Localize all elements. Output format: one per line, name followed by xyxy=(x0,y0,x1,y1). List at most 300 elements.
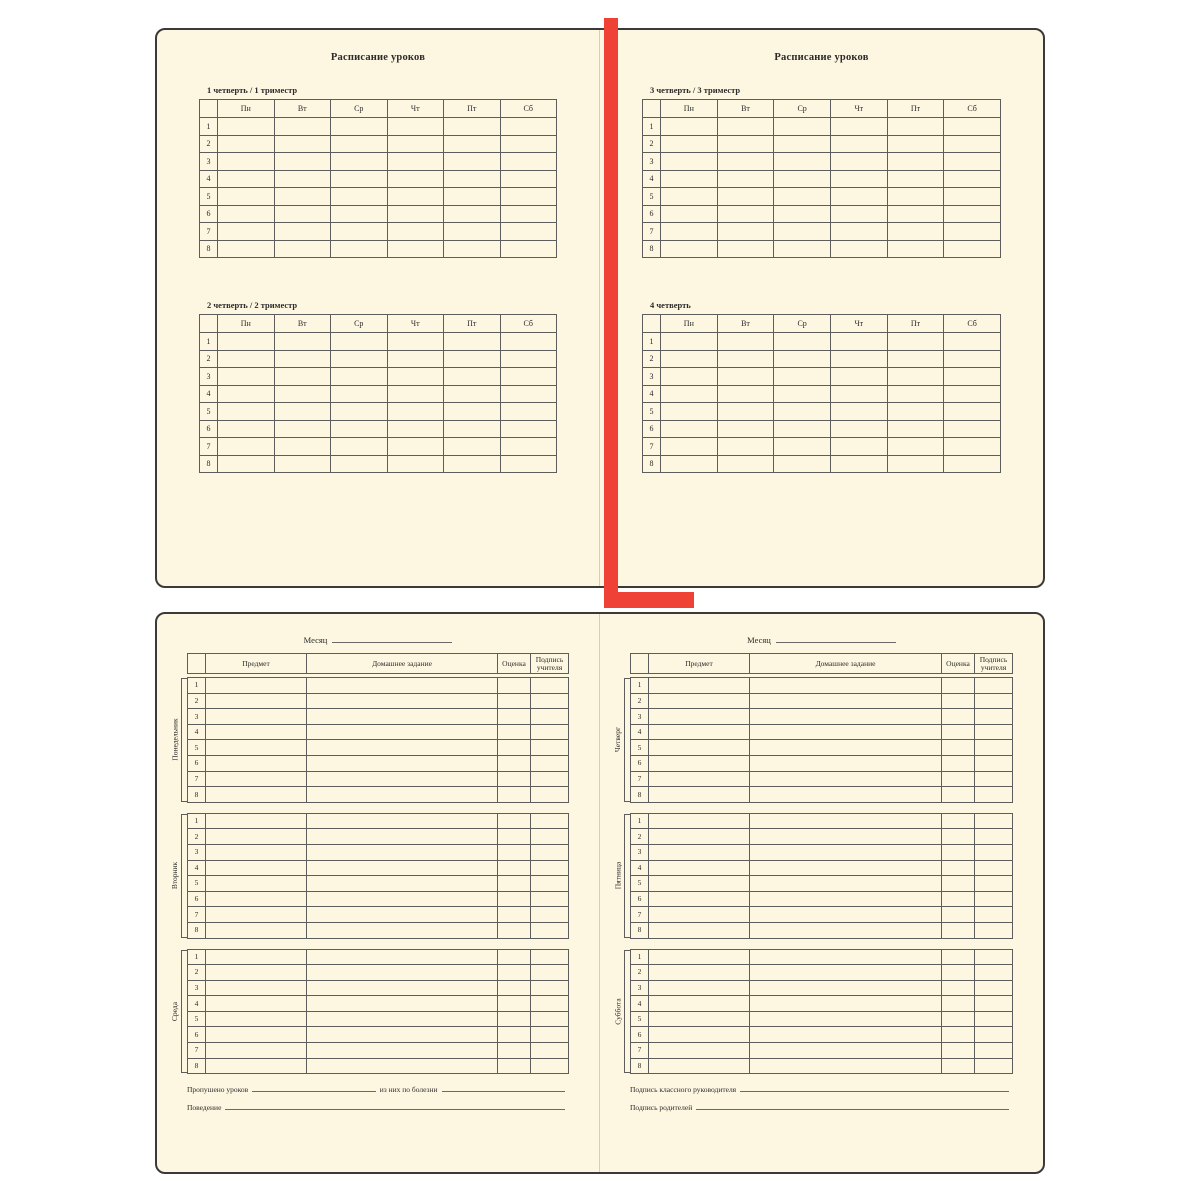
cell-subject[interactable] xyxy=(206,1058,307,1074)
cell-subject[interactable] xyxy=(649,860,750,876)
cell[interactable] xyxy=(387,333,444,351)
cell[interactable] xyxy=(331,385,388,403)
cell[interactable] xyxy=(774,438,831,456)
table-row[interactable] xyxy=(188,1043,569,1059)
cell-homework[interactable] xyxy=(750,891,942,907)
cell-mark[interactable] xyxy=(498,1043,531,1059)
cell[interactable] xyxy=(661,170,718,188)
cell[interactable] xyxy=(887,135,944,153)
cell-homework[interactable] xyxy=(750,907,942,923)
cell-homework[interactable] xyxy=(307,829,498,845)
cell[interactable] xyxy=(717,153,774,171)
cell-mark[interactable] xyxy=(498,1027,531,1043)
cell-subject[interactable] xyxy=(649,1043,750,1059)
table-row[interactable] xyxy=(188,813,569,829)
cell-homework[interactable] xyxy=(750,813,942,829)
homework-table[interactable] xyxy=(187,949,569,1075)
table-row[interactable] xyxy=(631,949,1013,965)
cell-signature[interactable] xyxy=(531,876,569,892)
cell[interactable] xyxy=(444,420,501,438)
cell[interactable] xyxy=(887,455,944,473)
cell-homework[interactable] xyxy=(307,740,498,756)
cell-homework[interactable] xyxy=(750,1058,942,1074)
cell-homework[interactable] xyxy=(750,860,942,876)
cell[interactable] xyxy=(944,455,1001,473)
cell[interactable] xyxy=(944,438,1001,456)
cell-signature[interactable] xyxy=(531,922,569,938)
cell-mark[interactable] xyxy=(498,813,531,829)
cell-signature[interactable] xyxy=(531,1011,569,1027)
table-row[interactable] xyxy=(631,724,1013,740)
cell-subject[interactable] xyxy=(206,693,307,709)
cell-subject[interactable] xyxy=(206,907,307,923)
cell[interactable] xyxy=(887,420,944,438)
cell-homework[interactable] xyxy=(307,755,498,771)
month-field-right[interactable] xyxy=(600,634,1043,645)
cell-subject[interactable] xyxy=(649,813,750,829)
cell[interactable] xyxy=(944,403,1001,421)
cell[interactable] xyxy=(387,385,444,403)
cell[interactable] xyxy=(944,223,1001,241)
cell[interactable] xyxy=(218,350,275,368)
cell[interactable] xyxy=(331,368,388,386)
cell-mark[interactable] xyxy=(942,724,975,740)
missed-lessons-rule[interactable] xyxy=(252,1083,376,1092)
table-row[interactable] xyxy=(631,740,1013,756)
cell-subject[interactable] xyxy=(206,844,307,860)
table-row[interactable] xyxy=(643,118,1001,136)
cell[interactable] xyxy=(774,153,831,171)
cell[interactable] xyxy=(774,205,831,223)
cell-homework[interactable] xyxy=(307,678,498,694)
cell-subject[interactable] xyxy=(649,740,750,756)
cell-homework[interactable] xyxy=(750,844,942,860)
table-row[interactable] xyxy=(631,829,1013,845)
schedule-table[interactable] xyxy=(199,314,557,473)
cell[interactable] xyxy=(387,205,444,223)
table-row[interactable] xyxy=(631,996,1013,1012)
cell-subject[interactable] xyxy=(649,693,750,709)
cell[interactable] xyxy=(774,170,831,188)
cell[interactable] xyxy=(500,438,557,456)
cell[interactable] xyxy=(774,333,831,351)
table-row[interactable] xyxy=(200,385,557,403)
cell[interactable] xyxy=(218,170,275,188)
cell-subject[interactable] xyxy=(206,771,307,787)
cell-signature[interactable] xyxy=(531,1058,569,1074)
cell-mark[interactable] xyxy=(498,980,531,996)
cell-homework[interactable] xyxy=(750,1027,942,1043)
cell-homework[interactable] xyxy=(750,755,942,771)
cell-subject[interactable] xyxy=(206,755,307,771)
cell[interactable] xyxy=(274,240,331,258)
cell[interactable] xyxy=(331,403,388,421)
cell-mark[interactable] xyxy=(942,755,975,771)
cell-homework[interactable] xyxy=(750,949,942,965)
cell-signature[interactable] xyxy=(975,740,1013,756)
cell-signature[interactable] xyxy=(975,693,1013,709)
cell[interactable] xyxy=(944,118,1001,136)
table-row[interactable] xyxy=(200,455,557,473)
cell-subject[interactable] xyxy=(649,980,750,996)
table-row[interactable] xyxy=(631,891,1013,907)
cell-signature[interactable] xyxy=(975,678,1013,694)
cell[interactable] xyxy=(387,170,444,188)
cell[interactable] xyxy=(500,118,557,136)
cell[interactable] xyxy=(274,205,331,223)
cell[interactable] xyxy=(500,420,557,438)
cell[interactable] xyxy=(387,188,444,206)
table-row[interactable] xyxy=(188,724,569,740)
table-row[interactable] xyxy=(200,420,557,438)
cell[interactable] xyxy=(331,118,388,136)
table-row[interactable] xyxy=(643,385,1001,403)
cell[interactable] xyxy=(218,135,275,153)
cell-subject[interactable] xyxy=(649,709,750,725)
table-row[interactable] xyxy=(643,333,1001,351)
cell-signature[interactable] xyxy=(531,829,569,845)
cell-mark[interactable] xyxy=(942,693,975,709)
cell-signature[interactable] xyxy=(531,724,569,740)
class-teacher-signature-field[interactable] xyxy=(630,1083,1013,1094)
table-row[interactable] xyxy=(631,922,1013,938)
cell-mark[interactable] xyxy=(498,724,531,740)
cell[interactable] xyxy=(331,455,388,473)
table-row[interactable] xyxy=(188,771,569,787)
table-row[interactable] xyxy=(188,860,569,876)
cell[interactable] xyxy=(444,135,501,153)
table-row[interactable] xyxy=(200,205,557,223)
cell[interactable] xyxy=(218,118,275,136)
cell[interactable] xyxy=(774,118,831,136)
cell[interactable] xyxy=(387,368,444,386)
cell[interactable] xyxy=(830,350,887,368)
cell-homework[interactable] xyxy=(307,1043,498,1059)
cell[interactable] xyxy=(444,455,501,473)
table-row[interactable] xyxy=(631,1043,1013,1059)
cell-mark[interactable] xyxy=(498,949,531,965)
cell[interactable] xyxy=(500,240,557,258)
cell[interactable] xyxy=(500,455,557,473)
cell-subject[interactable] xyxy=(206,965,307,981)
cell-homework[interactable] xyxy=(307,771,498,787)
cell[interactable] xyxy=(830,205,887,223)
cell-signature[interactable] xyxy=(975,844,1013,860)
table-row[interactable] xyxy=(643,368,1001,386)
cell[interactable] xyxy=(717,403,774,421)
cell[interactable] xyxy=(717,368,774,386)
cell-signature[interactable] xyxy=(531,740,569,756)
cell-mark[interactable] xyxy=(942,678,975,694)
table-row[interactable] xyxy=(188,996,569,1012)
class-teacher-signature-rule[interactable] xyxy=(740,1083,1009,1092)
cell-signature[interactable] xyxy=(531,891,569,907)
cell[interactable] xyxy=(331,135,388,153)
table-row[interactable] xyxy=(188,907,569,923)
table-row[interactable] xyxy=(631,907,1013,923)
cell-subject[interactable] xyxy=(649,922,750,938)
cell-subject[interactable] xyxy=(649,1011,750,1027)
cell[interactable] xyxy=(774,240,831,258)
cell-signature[interactable] xyxy=(531,709,569,725)
cell-subject[interactable] xyxy=(649,876,750,892)
table-row[interactable] xyxy=(200,368,557,386)
cell[interactable] xyxy=(944,188,1001,206)
cell-subject[interactable] xyxy=(206,1011,307,1027)
cell[interactable] xyxy=(274,403,331,421)
table-row[interactable] xyxy=(200,350,557,368)
cell-signature[interactable] xyxy=(975,755,1013,771)
table-row[interactable] xyxy=(188,844,569,860)
cell[interactable] xyxy=(944,385,1001,403)
cell[interactable] xyxy=(218,403,275,421)
cell-mark[interactable] xyxy=(498,1011,531,1027)
cell-signature[interactable] xyxy=(975,996,1013,1012)
cell[interactable] xyxy=(830,385,887,403)
cell[interactable] xyxy=(944,350,1001,368)
table-row[interactable] xyxy=(188,891,569,907)
cell[interactable] xyxy=(830,420,887,438)
cell-signature[interactable] xyxy=(531,678,569,694)
cell-mark[interactable] xyxy=(942,1058,975,1074)
cell[interactable] xyxy=(887,153,944,171)
cell-homework[interactable] xyxy=(750,724,942,740)
cell-homework[interactable] xyxy=(307,907,498,923)
cell[interactable] xyxy=(830,135,887,153)
cell[interactable] xyxy=(774,188,831,206)
cell[interactable] xyxy=(500,385,557,403)
cell-homework[interactable] xyxy=(307,693,498,709)
table-row[interactable] xyxy=(188,787,569,803)
schedule-table[interactable] xyxy=(642,314,1001,473)
table-row[interactable] xyxy=(188,693,569,709)
cell-mark[interactable] xyxy=(942,891,975,907)
cell[interactable] xyxy=(887,333,944,351)
table-row[interactable] xyxy=(188,965,569,981)
cell-subject[interactable] xyxy=(649,996,750,1012)
cell[interactable] xyxy=(661,420,718,438)
cell-homework[interactable] xyxy=(750,693,942,709)
cell[interactable] xyxy=(661,188,718,206)
cell[interactable] xyxy=(774,385,831,403)
month-field-left[interactable] xyxy=(157,634,599,645)
cell-mark[interactable] xyxy=(942,1027,975,1043)
cell-signature[interactable] xyxy=(975,787,1013,803)
cell-signature[interactable] xyxy=(975,965,1013,981)
month-input-rule[interactable] xyxy=(776,634,896,643)
cell[interactable] xyxy=(887,205,944,223)
cell[interactable] xyxy=(661,153,718,171)
table-row[interactable] xyxy=(200,135,557,153)
table-row[interactable] xyxy=(188,829,569,845)
table-row[interactable] xyxy=(631,1027,1013,1043)
cell[interactable] xyxy=(944,240,1001,258)
cell-signature[interactable] xyxy=(975,1027,1013,1043)
cell[interactable] xyxy=(331,350,388,368)
cell[interactable] xyxy=(444,240,501,258)
cell[interactable] xyxy=(887,118,944,136)
cell-mark[interactable] xyxy=(498,844,531,860)
table-row[interactable] xyxy=(200,333,557,351)
cell-signature[interactable] xyxy=(531,980,569,996)
cell[interactable] xyxy=(218,455,275,473)
cell-subject[interactable] xyxy=(649,1027,750,1043)
cell-homework[interactable] xyxy=(750,965,942,981)
cell-homework[interactable] xyxy=(750,996,942,1012)
cell-subject[interactable] xyxy=(206,709,307,725)
table-row[interactable] xyxy=(631,813,1013,829)
table-row[interactable] xyxy=(188,922,569,938)
cell-subject[interactable] xyxy=(649,949,750,965)
cell[interactable] xyxy=(218,153,275,171)
cell[interactable] xyxy=(444,368,501,386)
cell-mark[interactable] xyxy=(942,965,975,981)
table-row[interactable] xyxy=(200,153,557,171)
cell-homework[interactable] xyxy=(750,678,942,694)
cell-subject[interactable] xyxy=(649,965,750,981)
cell-homework[interactable] xyxy=(750,709,942,725)
cell[interactable] xyxy=(331,170,388,188)
cell[interactable] xyxy=(218,420,275,438)
cell[interactable] xyxy=(387,455,444,473)
cell-homework[interactable] xyxy=(307,922,498,938)
cell-mark[interactable] xyxy=(498,876,531,892)
cell-homework[interactable] xyxy=(750,787,942,803)
cell-mark[interactable] xyxy=(942,860,975,876)
cell-subject[interactable] xyxy=(206,949,307,965)
cell[interactable] xyxy=(274,223,331,241)
homework-table[interactable] xyxy=(187,813,569,939)
parents-signature-field[interactable] xyxy=(630,1101,1013,1112)
cell[interactable] xyxy=(944,205,1001,223)
cell-homework[interactable] xyxy=(750,980,942,996)
cell[interactable] xyxy=(274,188,331,206)
cell[interactable] xyxy=(717,420,774,438)
cell[interactable] xyxy=(717,223,774,241)
cell[interactable] xyxy=(887,223,944,241)
cell[interactable] xyxy=(717,333,774,351)
table-row[interactable] xyxy=(200,170,557,188)
cell-homework[interactable] xyxy=(307,1027,498,1043)
cell[interactable] xyxy=(274,333,331,351)
cell[interactable] xyxy=(444,170,501,188)
cell[interactable] xyxy=(830,403,887,421)
table-row[interactable] xyxy=(188,949,569,965)
cell[interactable] xyxy=(774,420,831,438)
cell[interactable] xyxy=(887,188,944,206)
cell[interactable] xyxy=(830,240,887,258)
cell-signature[interactable] xyxy=(975,1011,1013,1027)
missed-lessons-field[interactable] xyxy=(187,1083,569,1094)
cell[interactable] xyxy=(774,455,831,473)
cell[interactable] xyxy=(887,368,944,386)
cell[interactable] xyxy=(830,118,887,136)
cell-subject[interactable] xyxy=(206,922,307,938)
cell-subject[interactable] xyxy=(206,980,307,996)
cell[interactable] xyxy=(717,205,774,223)
cell[interactable] xyxy=(944,170,1001,188)
cell[interactable] xyxy=(274,438,331,456)
cell-subject[interactable] xyxy=(206,891,307,907)
table-row[interactable] xyxy=(200,118,557,136)
cell-signature[interactable] xyxy=(531,996,569,1012)
behaviour-field[interactable] xyxy=(187,1101,569,1112)
cell[interactable] xyxy=(887,403,944,421)
cell-signature[interactable] xyxy=(531,1027,569,1043)
cell-signature[interactable] xyxy=(975,949,1013,965)
cell-signature[interactable] xyxy=(531,844,569,860)
table-row[interactable] xyxy=(643,153,1001,171)
cell[interactable] xyxy=(887,350,944,368)
cell-homework[interactable] xyxy=(307,980,498,996)
table-row[interactable] xyxy=(643,170,1001,188)
cell[interactable] xyxy=(717,350,774,368)
table-row[interactable] xyxy=(200,188,557,206)
cell[interactable] xyxy=(717,118,774,136)
cell-homework[interactable] xyxy=(307,813,498,829)
cell-homework[interactable] xyxy=(307,787,498,803)
cell-mark[interactable] xyxy=(498,678,531,694)
cell-mark[interactable] xyxy=(942,787,975,803)
cell[interactable] xyxy=(830,333,887,351)
cell-mark[interactable] xyxy=(942,922,975,938)
schedule-table[interactable] xyxy=(199,99,557,258)
cell[interactable] xyxy=(218,205,275,223)
table-row[interactable] xyxy=(631,1011,1013,1027)
cell-subject[interactable] xyxy=(649,829,750,845)
table-row[interactable] xyxy=(643,438,1001,456)
cell-homework[interactable] xyxy=(307,844,498,860)
cell-subject[interactable] xyxy=(206,996,307,1012)
cell[interactable] xyxy=(387,135,444,153)
cell-mark[interactable] xyxy=(942,996,975,1012)
cell[interactable] xyxy=(218,368,275,386)
cell-homework[interactable] xyxy=(750,1011,942,1027)
cell[interactable] xyxy=(717,135,774,153)
cell[interactable] xyxy=(218,333,275,351)
table-row[interactable] xyxy=(631,1058,1013,1074)
cell[interactable] xyxy=(774,403,831,421)
cell[interactable] xyxy=(717,240,774,258)
cell[interactable] xyxy=(500,170,557,188)
cell[interactable] xyxy=(661,455,718,473)
cell[interactable] xyxy=(661,385,718,403)
cell[interactable] xyxy=(500,403,557,421)
cell[interactable] xyxy=(774,223,831,241)
table-row[interactable] xyxy=(200,223,557,241)
cell-subject[interactable] xyxy=(649,891,750,907)
cell-subject[interactable] xyxy=(206,1027,307,1043)
cell[interactable] xyxy=(661,205,718,223)
cell-mark[interactable] xyxy=(942,813,975,829)
cell-mark[interactable] xyxy=(498,965,531,981)
cell[interactable] xyxy=(331,188,388,206)
cell[interactable] xyxy=(830,153,887,171)
cell[interactable] xyxy=(717,170,774,188)
cell-homework[interactable] xyxy=(307,876,498,892)
table-row[interactable] xyxy=(188,678,569,694)
cell[interactable] xyxy=(274,170,331,188)
cell[interactable] xyxy=(887,438,944,456)
table-row[interactable] xyxy=(643,350,1001,368)
cell[interactable] xyxy=(444,333,501,351)
cell-subject[interactable] xyxy=(206,724,307,740)
cell-subject[interactable] xyxy=(206,787,307,803)
table-row[interactable] xyxy=(188,876,569,892)
cell-subject[interactable] xyxy=(649,678,750,694)
cell[interactable] xyxy=(387,420,444,438)
cell[interactable] xyxy=(387,350,444,368)
